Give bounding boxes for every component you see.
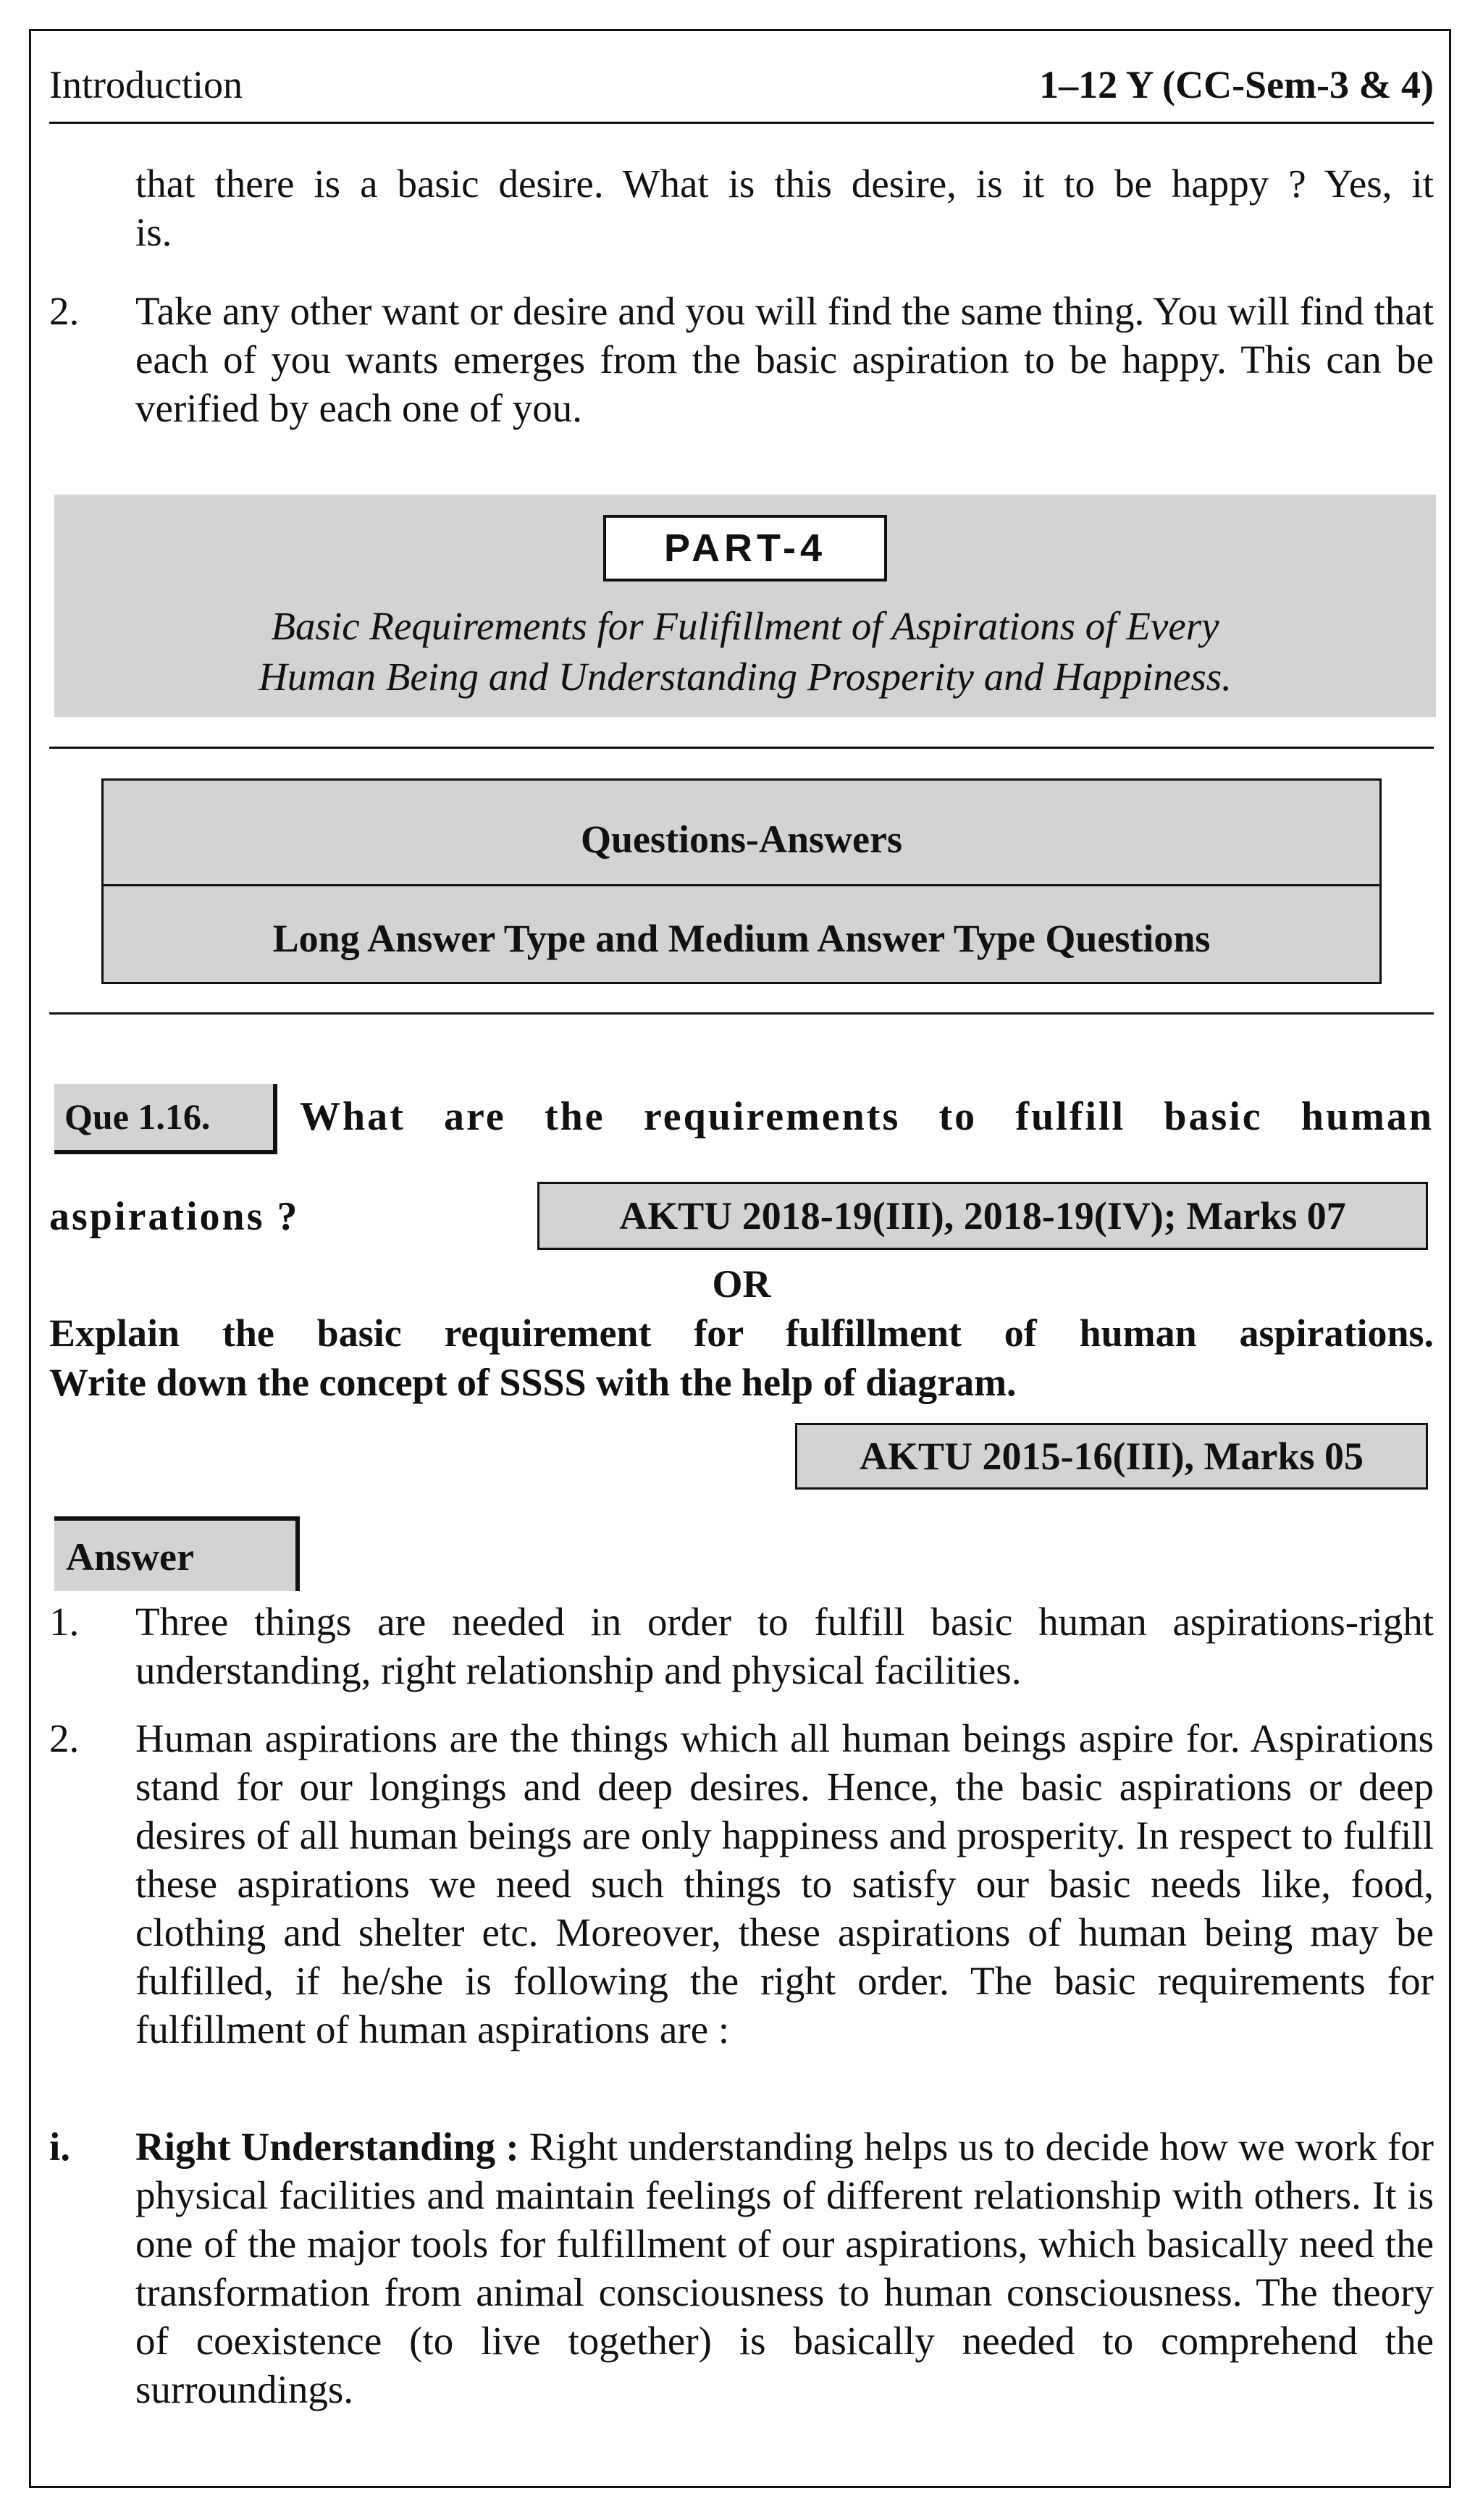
aktu-reference-2: AKTU 2015-16(III), Marks 05: [795, 1423, 1428, 1490]
right-understanding-term: Right Understanding :: [135, 2125, 519, 2169]
running-header-left: Introduction: [49, 63, 243, 106]
qa-heading-row1: Questions-Answers: [580, 818, 903, 861]
question-alt-line1: Explain the basic requirement for fulfillment of human aspirations.: [49, 1311, 1434, 1355]
answer-item2-number: 2.: [49, 1716, 80, 1760]
section-rule-bottom: [49, 1012, 1434, 1015]
intro-item-number: 2.: [49, 289, 80, 333]
aktu-reference-1: AKTU 2018-19(III), 2018-19(IV); Marks 07: [537, 1182, 1428, 1250]
part-label: PART-4: [603, 515, 887, 581]
question-text-line2: aspirations ?: [49, 1194, 300, 1239]
answer-label: Answer: [54, 1516, 300, 1591]
qa-heading-row2: Long Answer Type and Medium Answer Type Questions: [272, 917, 1211, 960]
part-subtitle-line1: Basic Requirements for Fulifillment of Aspirations of Every: [271, 604, 1219, 648]
intro-continued-line2: is.: [135, 210, 172, 254]
intro-item-text: Take any other want or desire and you will find the same thing. You will find that each of you wants emerges from the basic aspiration to be happy. This can be verified by each one of you.: [135, 289, 1434, 430]
qa-heading-divider: [101, 884, 1382, 886]
intro-continued-line1: that there is a basic desire. What is this desire, is it to be happy ? Yes, it: [135, 161, 1434, 206]
answer-subitem-i: [135, 2122, 1434, 2414]
section-rule-top: [49, 747, 1434, 749]
part-subtitle-line2: Human Being and Understanding Prosperity and Happiness.: [259, 655, 1232, 699]
right-understanding-text: Right understanding helps us to decide how we work for physical facilities and maintain feelings of different relationship with others. It is one of the major tools for fulfillment of our aspirations, which basically need the transformation from animal consciousness to human consciousness. The theory of coexistence (to live together) is basically needed to comprehend the surroundings.: [135, 2125, 1434, 2411]
answer-item1-text: Three things are needed in order to fulfill basic human aspirations-right understanding, right relationship and physical facilities.: [135, 1600, 1434, 1692]
running-header-right: 1–12 Y (CC-Sem-3 & 4): [1039, 63, 1434, 106]
answer-subitem-i-number: i.: [49, 2125, 71, 2169]
header-rule: [49, 122, 1434, 124]
question-text-line1: What are the requirements to fulfill basic human: [300, 1094, 1434, 1139]
question-alt-line2: Write down the concept of SSSS with the help of diagram.: [49, 1361, 1017, 1404]
answer-item2-text: Human aspirations are the things which all human beings aspire for. Aspirations stand for our longings and deep desires. Hence, the basic aspirations or deep desires of all human beings are only happiness and prosperity. In respect to fulfill these aspirations we need such things to satisfy our basic needs like, food, clothing and shelter etc. Moreover, these aspirations of human being may be fulfilled, if he/she is following the right order. The basic requirements for fulfillment of human aspirations are :: [135, 1716, 1434, 2051]
question-label: Que 1.16.: [54, 1084, 277, 1154]
or-separator: OR: [712, 1262, 771, 1306]
answer-item1-number: 1.: [49, 1600, 80, 1644]
